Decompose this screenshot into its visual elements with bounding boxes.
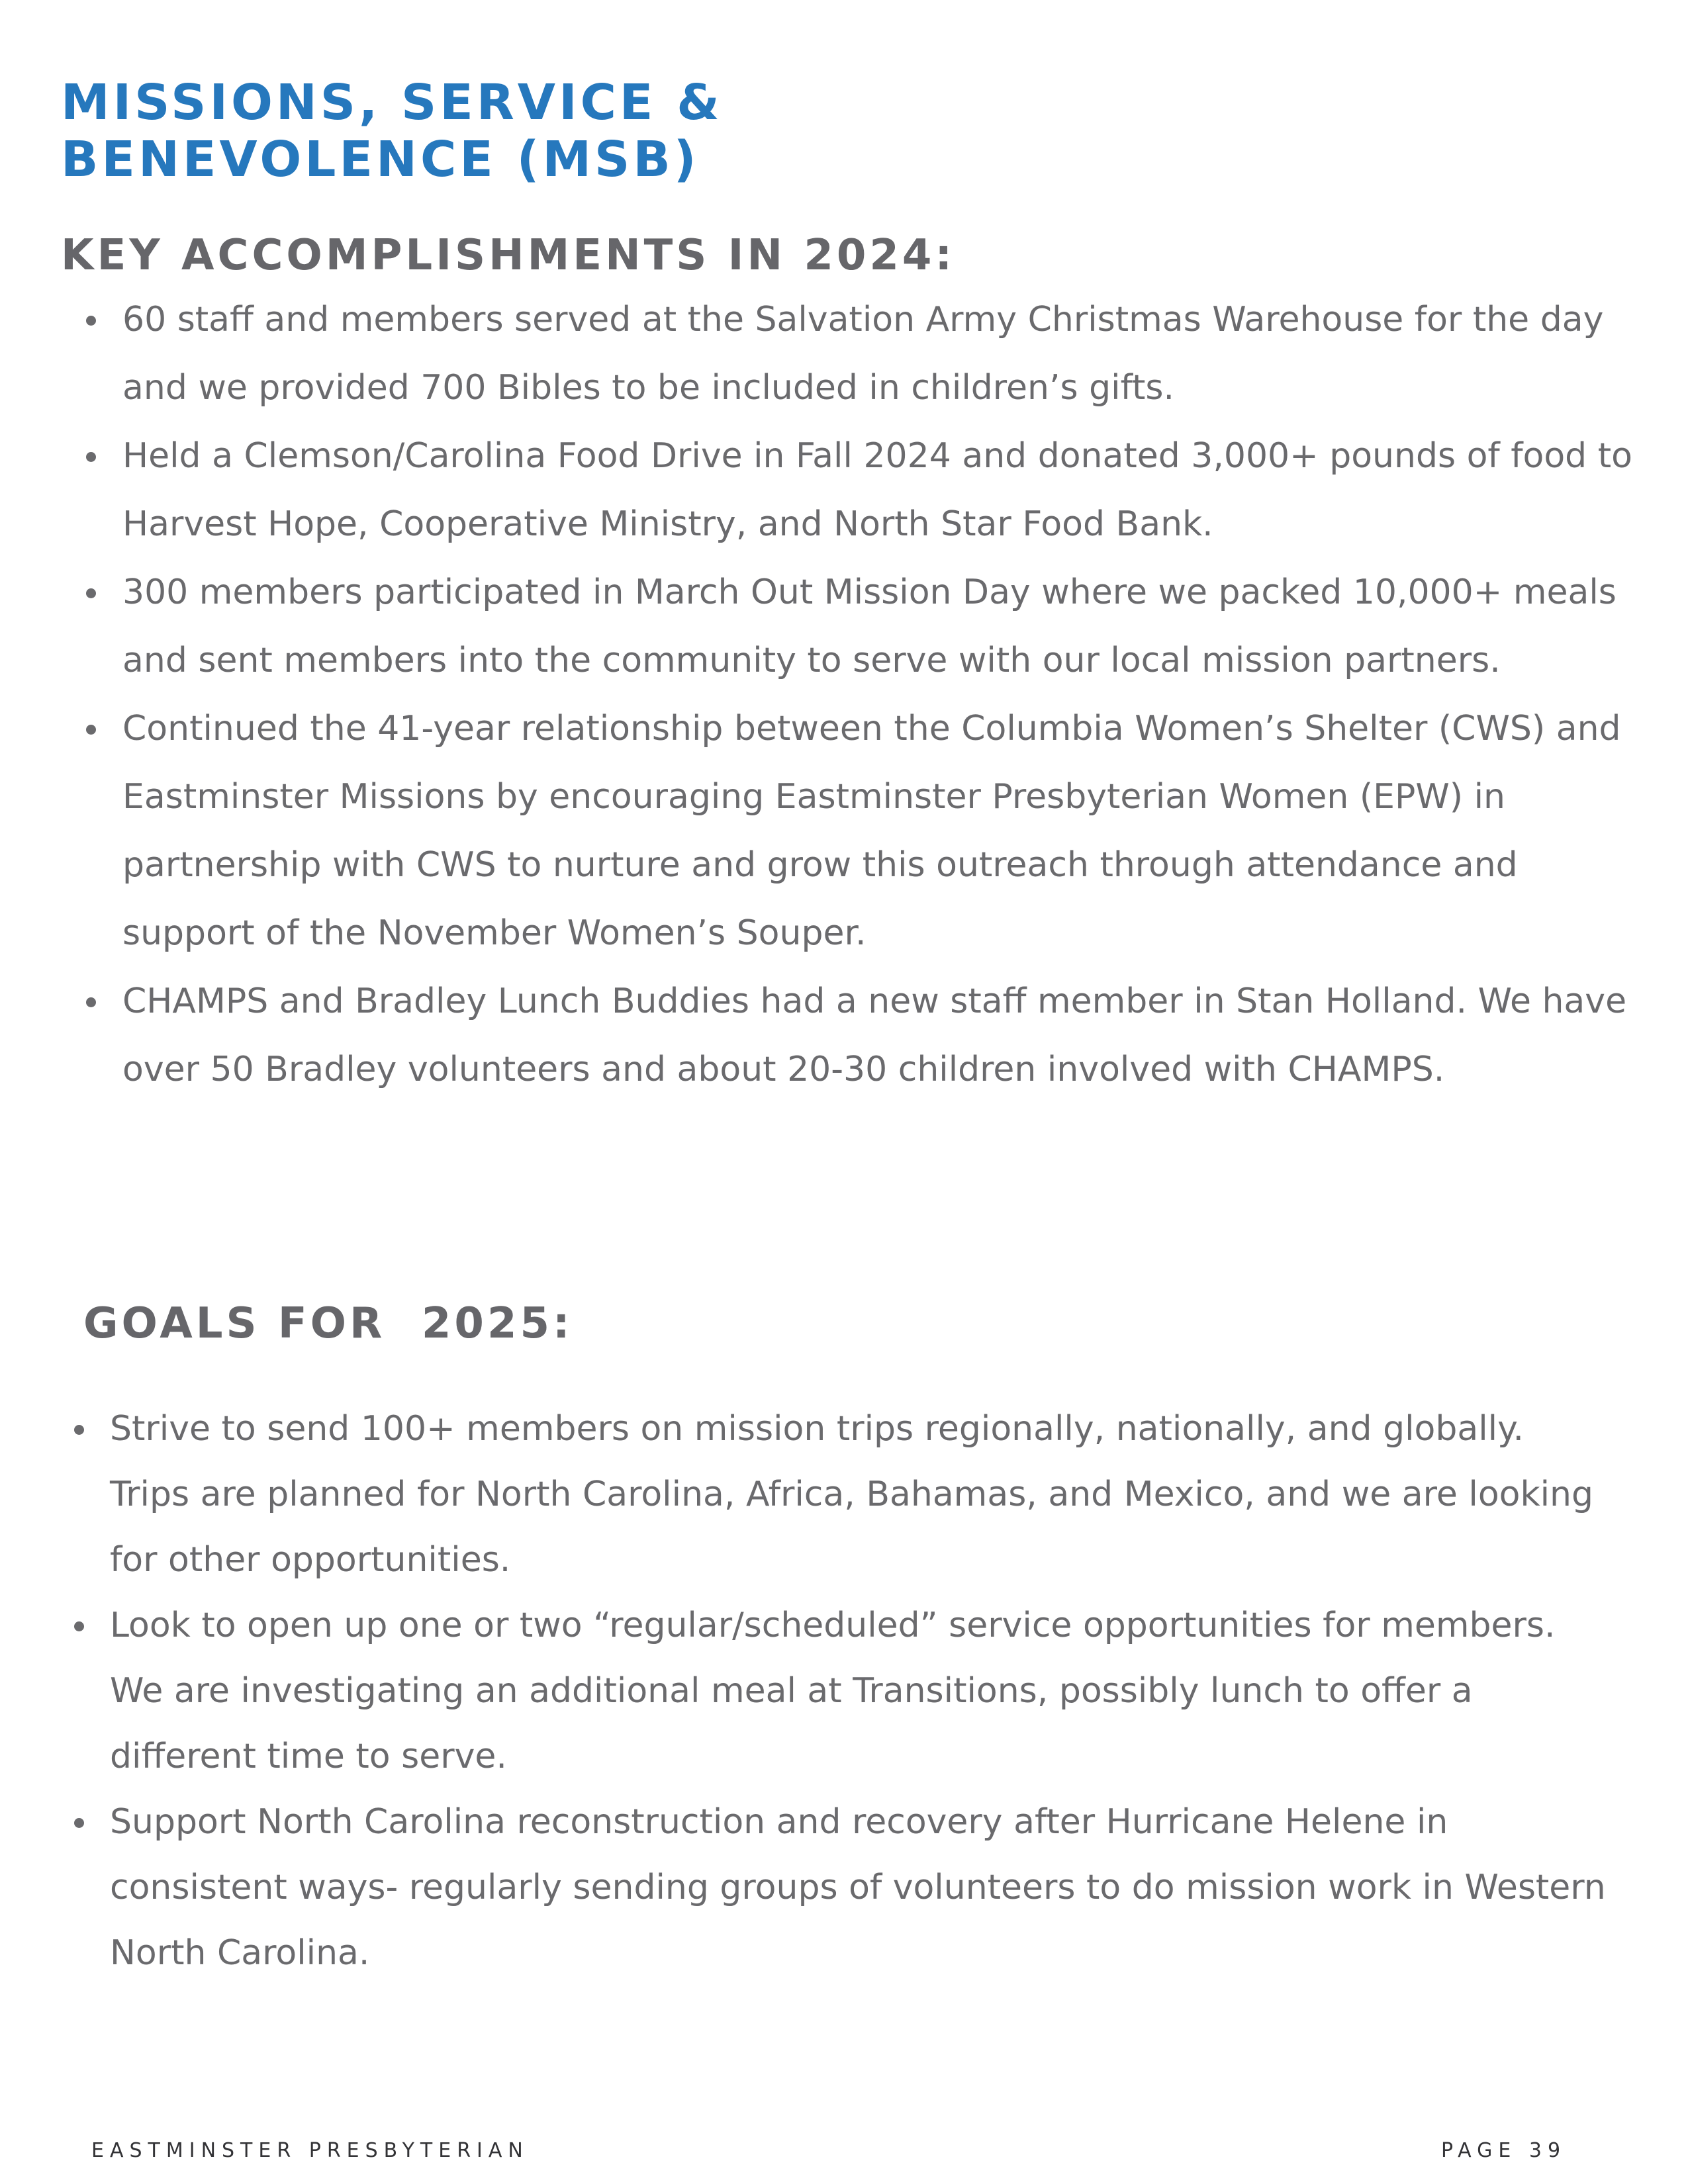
list-item: Support North Carolina reconstruction and recovery after Hurricane Helene in consistent ways- regularly sending groups of volunteers to do mission work in Western North Carolina. bbox=[110, 1790, 1606, 1986]
list-item: CHAMPS and Bradley Lunch Buddies had a new staff member in Stan Holland. We have over 50 Bradley volunteers and about 20-30 children involved with CHAMPS. bbox=[122, 968, 1658, 1104]
page-title-line-1: MISSIONS, SERVICE & bbox=[61, 74, 723, 131]
accomplishments-heading: KEY ACCOMPLISHMENTS IN 2024: bbox=[61, 231, 956, 280]
page-title bbox=[61, 74, 723, 188]
goals-heading: GOALS FOR 2025: bbox=[83, 1299, 573, 1348]
page-title-line-2: BENEVOLENCE (MSB) bbox=[61, 131, 700, 188]
accomplishments-list bbox=[122, 286, 1658, 1104]
list-item: Look to open up one or two “regular/scheduled” service opportunities for members. We are investigating an additional meal at Transitions, possibly lunch to offer a different time to serve. bbox=[110, 1593, 1606, 1790]
goals-list bbox=[110, 1396, 1606, 1986]
list-item: Continued the 41-year relationship between the Columbia Women’s Shelter (CWS) and Eastminster Missions by encouraging Eastminster Presbyterian Women (EPW) in partnership with CWS to nurture and grow this outreach through attendance and support of the November Women’s Souper. bbox=[122, 695, 1658, 968]
list-item: Strive to send 100+ members on mission trips regionally, nationally, and globally. Trips are planned for North Carolina, Africa, Bahamas, and Mexico, and we are looking for other opportunities. bbox=[110, 1396, 1606, 1593]
list-item: 300 members participated in March Out Mission Day where we packed 10,000+ meals and sent members into the community to serve with our local mission partners. bbox=[122, 559, 1658, 695]
page-number: PAGE 39 bbox=[1441, 2139, 1567, 2162]
footer-org-name: EASTMINSTER PRESBYTERIAN bbox=[91, 2139, 529, 2162]
list-item: 60 staff and members served at the Salvation Army Christmas Warehouse for the day and we provided 700 Bibles to be included in children’s gifts. bbox=[122, 286, 1658, 422]
list-item: Held a Clemson/Carolina Food Drive in Fall 2024 and donated 3,000+ pounds of food to Harvest Hope, Cooperative Ministry, and North Star Food Bank. bbox=[122, 422, 1658, 559]
